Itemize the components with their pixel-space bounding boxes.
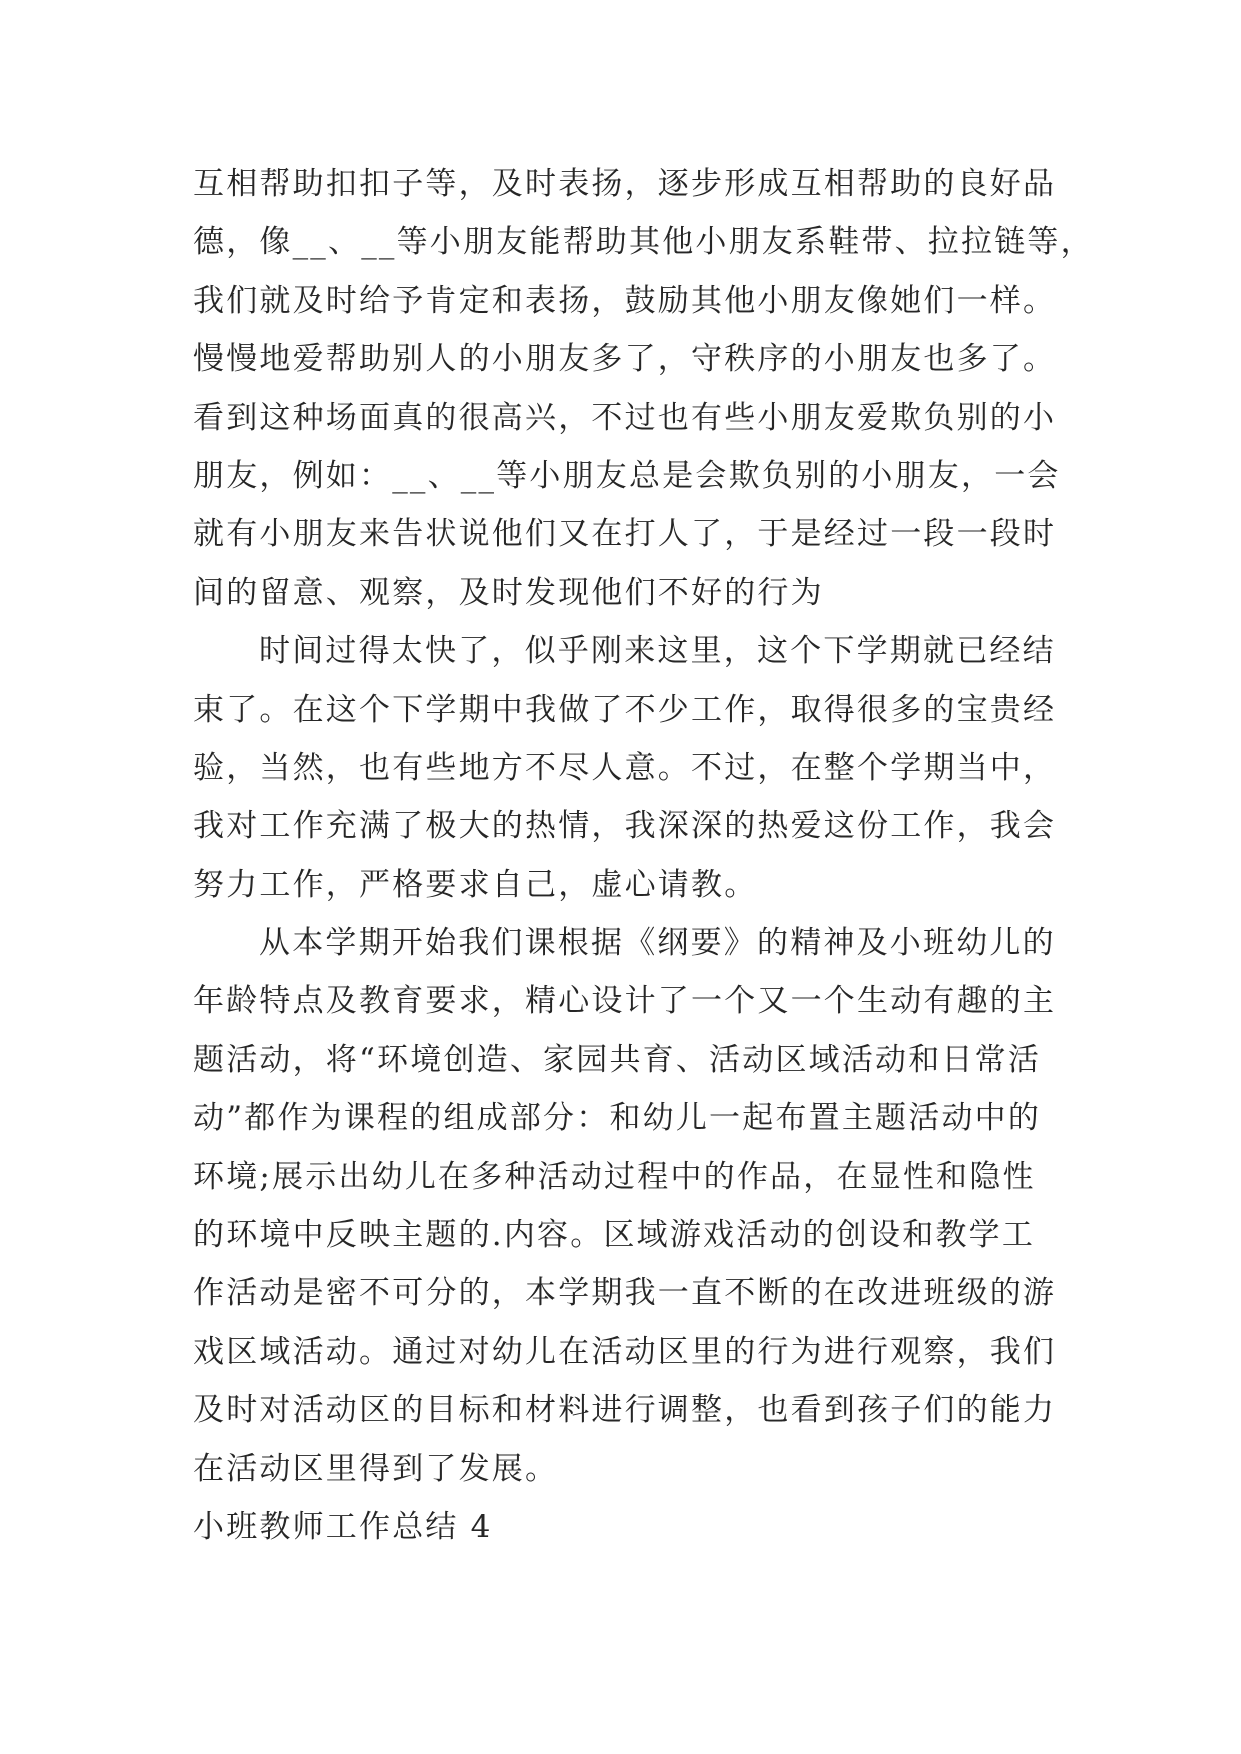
text-line: 我对工作充满了极大的热情，我深深的热爱这份工作，我会	[193, 808, 1057, 845]
paragraph-3	[193, 914, 1063, 1498]
text-line: 时间过得太快了，似乎刚来这里，这个下学期就已经结	[259, 633, 1056, 670]
text-line: 题活动，将“环境创造、家园共育、活动区域活动和日常活	[193, 1041, 1042, 1078]
heading-text: 小班教师工作总结 4	[193, 1508, 493, 1545]
text-line: 从本学期开始我们课根据《纲要》的精神及小班幼儿的	[259, 925, 1056, 962]
paragraph-1	[193, 155, 1094, 622]
text-line: 慢慢地爱帮助别人的小朋友多了，守秩序的小朋友也多了。	[193, 341, 1057, 378]
text-line: 看到这种场面真的很高兴，不过也有些小朋友爱欺负别的小	[193, 399, 1057, 436]
text-line: 我们就及时给予肯定和表扬，鼓励其他小朋友像她们一样。	[193, 282, 1057, 319]
paragraph-2	[193, 622, 1063, 914]
document-page	[193, 155, 1094, 1556]
text-line: 环境;展示出幼儿在多种活动过程中的作品，在显性和隐性	[193, 1158, 1036, 1195]
text-line: 朋友，例如：__、__等小朋友总是会欺负别的小朋友，一会	[193, 457, 1061, 494]
text-line: 戏区域活动。通过对幼儿在活动区里的行为进行观察，我们	[193, 1333, 1057, 1370]
text-line: 德，像__、__等小朋友能帮助其他小朋友系鞋带、拉拉链等，	[193, 224, 1094, 261]
text-line: 年龄特点及教育要求，精心设计了一个又一个生动有趣的主	[193, 983, 1057, 1020]
text-line: 作活动是密不可分的，本学期我一直不断的在改进班级的游	[193, 1275, 1057, 1312]
section-heading	[193, 1498, 1063, 1556]
text-line: 就有小朋友来告状说他们又在打人了，于是经过一段一段时	[193, 516, 1057, 553]
text-line: 在活动区里得到了发展。	[193, 1450, 559, 1487]
text-line: 间的留意、观察，及时发现他们不好的行为	[193, 574, 824, 611]
text-line: 的环境中反映主题的.内容。区域游戏活动的创设和教学工	[193, 1217, 1036, 1254]
text-line: 验，当然，也有些地方不尽人意。不过，在整个学期当中，	[193, 749, 1057, 786]
text-line: 束了。在这个下学期中我做了不少工作，取得很多的宝贵经	[193, 691, 1057, 728]
text-line: 努力工作，严格要求自己，虚心请教。	[193, 866, 758, 903]
text-line: 互相帮助扣扣子等，及时表扬，逐步形成互相帮助的良好品	[193, 166, 1057, 202]
text-line: 动”都作为课程的组成部分：和幼儿一起布置主题活动中的	[193, 1100, 1042, 1137]
text-line: 及时对活动区的目标和材料进行调整，也看到孩子们的能力	[193, 1392, 1057, 1429]
